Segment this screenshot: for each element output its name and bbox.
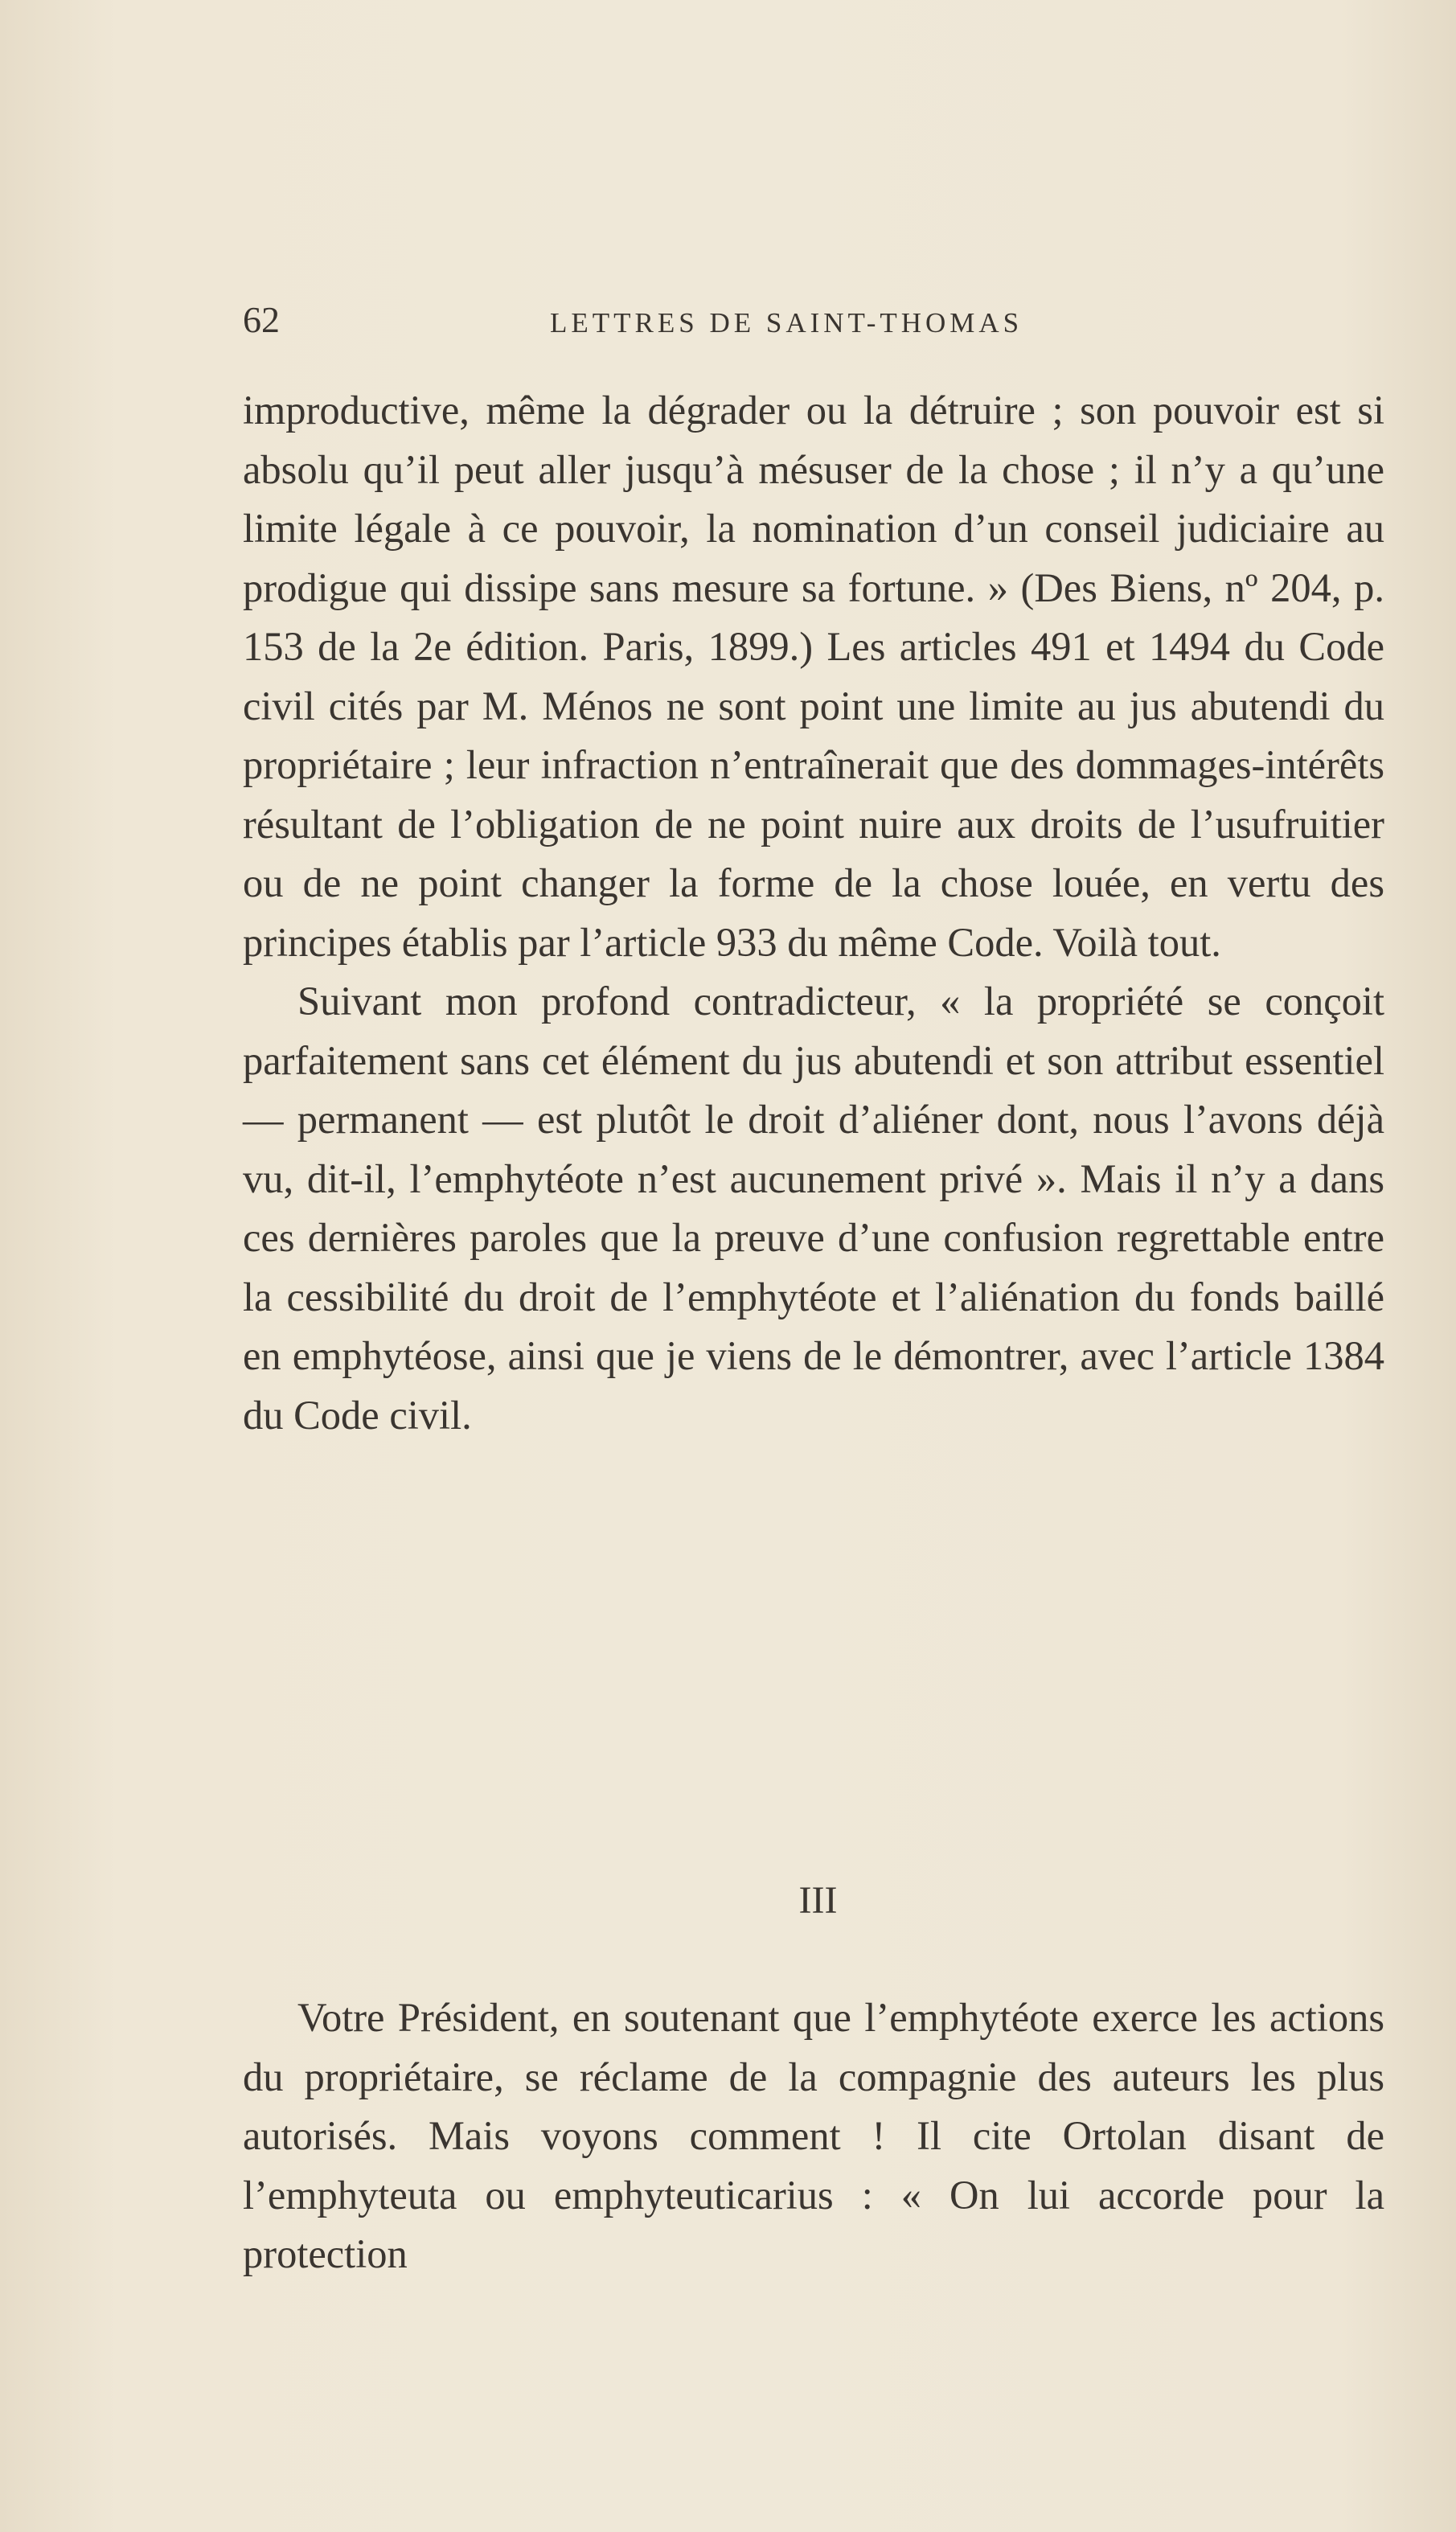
paragraph-continued: improductive, même la dégrader ou la détruire ; son pouvoir est si absolu qu’il peut aller jusqu’à mésuser de la chose ; il n’y a qu’une limite légale à ce pouvoir, la nomination d’un conseil judiciaire au prodigue qui dissipe sans mesure sa fortune. » (Des Biens, nº 204, p. 153 de la 2e édition. Paris, 1899.) Les articles 491 et 1494 du Code civil cités par M. Ménos ne sont point une limite au jus abutendi du propriétaire ; leur infraction n’entraînerait que des dommages-intérêts résultant de l’obligation de ne point nuire aux droits de l’usufruitier ou de ne point changer la forme de la chose louée, en vertu des principes établis par l’article 933 du même Code. Voilà tout. — [243, 388, 1384, 965]
paragraph: Votre Président, en soutenant que l’emphytéote exerce les actions du propriétaire, se réclame de la compagnie des auteurs les plus autorisés. Mais voyons comment ! Il cite Ortolan disant de l’emphyteuta ou emphyteuticarius : « On lui accorde pour la protection — [243, 1995, 1384, 2276]
body-text-bottom — [243, 1988, 1384, 2284]
section-number: III — [798, 1879, 838, 1922]
body-text-top — [243, 381, 1384, 1445]
page-number: 62 — [243, 299, 280, 340]
paragraph: Suivant mon profond contradicteur, « la propriété se conçoit parfaitement sans cet élément du jus abutendi et son attribut essentiel — permanent — est plutôt le droit d’aliéner dont, nous l’avons déjà vu, dit-il, l’emphytéote n’est aucunement privé ». Mais il n’y a dans ces dernières paroles que la preuve d’une confusion regrettable entre la cessibilité du droit de l’emphytéote et l’aliénation du fonds baillé en emphytéose, ainsi que je viens de le démontrer, avec l’article 1384 du Code civil. — [243, 979, 1384, 1438]
page-header — [243, 296, 1384, 344]
running-head: LETTRES DE SAINT-THOMAS — [550, 307, 1023, 339]
